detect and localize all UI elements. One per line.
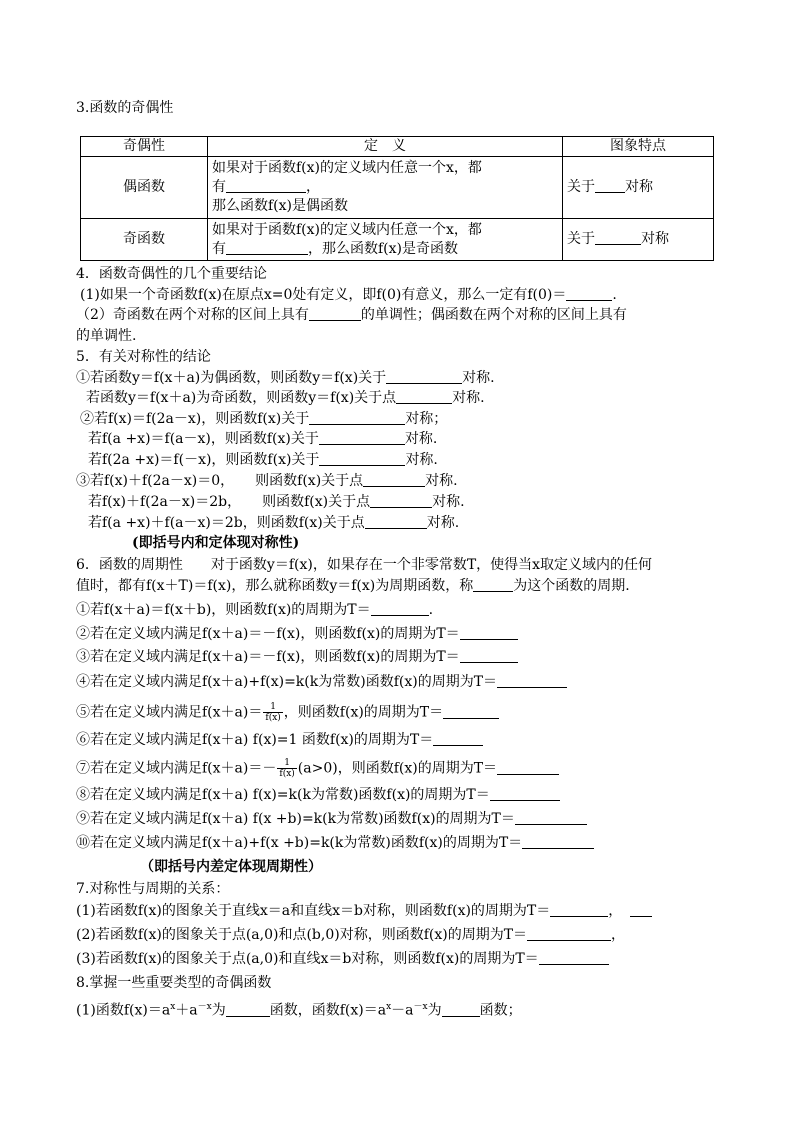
s5-b2-end: 对称. <box>404 431 438 447</box>
s5-c1-blank[interactable] <box>363 472 425 487</box>
even-feature-suffix: 对称 <box>625 179 653 195</box>
s6-item-8 <box>76 786 560 804</box>
s6-item-3 <box>76 648 518 666</box>
odd-def-blank[interactable] <box>226 240 308 255</box>
s5-c3-text: 若f(a +x)＋f(a－x)＝2b，则函数f(x)关于点 <box>88 515 365 531</box>
even-feature-cell <box>563 157 714 219</box>
even-def-blank[interactable] <box>226 178 306 193</box>
s5-c3-end: 对称. <box>426 515 460 531</box>
section-3-title: 3.函数的奇偶性 <box>76 100 174 116</box>
odd-def-suffix: ，那么函数f(x)是奇函数 <box>308 240 459 257</box>
s5-c2-end: 对称. <box>432 494 465 510</box>
s7-l3-text: (3)若函数f(x)的图象关于点(a,0)和直线x＝b对称，则函数f(x)的周期为T＝ <box>76 951 539 967</box>
s5-a2 <box>86 389 485 407</box>
s6-i5-blank[interactable] <box>443 704 499 719</box>
s5-b3-blank[interactable] <box>319 451 405 466</box>
s5-c1-text: ③若f(x)＋f(2a－x)＝0， 则函数f(x)关于点 <box>76 473 364 489</box>
even-definition-cell <box>208 157 563 219</box>
s6-item-2 <box>76 625 518 643</box>
s7-item-3 <box>76 950 609 968</box>
odd-feature-cell <box>563 219 714 261</box>
s5-a2-text: 若函数y＝f(x＋a)为奇函数，则函数y＝f(x)关于点 <box>86 390 397 406</box>
s6-intro-2-text: 值时，都有f(x＋T)＝f(x)，那么就称函数y＝f(x)为周期函数，称 <box>76 578 474 594</box>
s6-i8-blank[interactable] <box>490 786 560 801</box>
s6-intro-1: 6．函数的周期性 对于函数y＝f(x)，如果存在一个非零常数T，使得当x取定义域内的任何 <box>76 557 653 573</box>
s6-i7-numerator: 1 <box>277 758 296 769</box>
header-definition: 定 义 <box>208 137 563 157</box>
s6-i5-fraction <box>263 702 282 723</box>
s6-item-10 <box>76 834 594 852</box>
s6-i9-blank[interactable] <box>515 810 587 825</box>
s7-l1-blank-1[interactable] <box>550 902 608 917</box>
odd-def-line2 <box>212 240 558 259</box>
s6-i2-text: ②若在定义域内满足f(x＋a)＝－f(x)，则函数f(x)的周期为T＝ <box>76 626 460 642</box>
s8-l1-b: ＋a <box>175 1002 198 1019</box>
s6-intro-2-end: 为这个函数的周期. <box>513 578 630 594</box>
header-parity: 奇偶性 <box>81 137 208 157</box>
s5-b1-blank[interactable] <box>309 410 405 425</box>
section-4-item-2 <box>76 306 627 324</box>
s8-l1-c: 为 <box>211 1002 226 1019</box>
s7-item-2 <box>76 926 625 944</box>
s6-note: （即括号内差定体现周期性） <box>140 859 322 875</box>
odd-feature-prefix: 关于 <box>567 231 595 247</box>
s7-l2-text: (2)若函数f(x)的图象关于点(a,0)和点(b,0)对称，则函数f(x)的周期为T＝ <box>76 927 528 943</box>
s5-b1-end: 对称； <box>405 411 448 427</box>
s5-b2-text: 若f(a +x)＝f(a－x)，则函数f(x)关于 <box>88 431 319 447</box>
s4-l1-blank[interactable] <box>566 286 612 301</box>
s5-b3 <box>88 451 438 469</box>
s5-c2 <box>88 493 465 511</box>
s4-l2-text: （2）奇函数在两个对称的区间上具有 <box>76 307 309 323</box>
section-7-title: 7.对称性与周期的关系： <box>76 881 230 897</box>
s6-item-9 <box>76 810 587 828</box>
s5-c3-blank[interactable] <box>365 514 427 529</box>
s6-i5-numerator: 1 <box>263 702 282 713</box>
s8-l1-d: 函数，函数f(x)＝a <box>269 1002 387 1019</box>
table-row <box>81 157 714 219</box>
s5-c2-blank[interactable] <box>370 493 432 508</box>
s5-note: (即括号内和定体现对称性) <box>132 535 300 551</box>
s4-l2-blank[interactable] <box>309 306 361 321</box>
odd-feature-blank[interactable] <box>595 230 641 245</box>
section-4-item-1 <box>80 286 617 304</box>
s6-i4-text: ④若在定义域内满足f(x＋a)+f(x)=k(k为常数)函数f(x)的周期为T＝ <box>76 674 498 690</box>
s6-i3-blank[interactable] <box>460 648 518 663</box>
s5-a1 <box>76 369 495 387</box>
s5-a2-blank[interactable] <box>396 389 452 404</box>
table-row <box>81 219 714 261</box>
s5-b1 <box>80 410 447 428</box>
s6-i6-blank[interactable] <box>433 731 483 746</box>
s8-l1-sup2: －x <box>197 1002 212 1012</box>
s5-c2-text: 若f(x)＋f(2a－x)＝2b， 则函数f(x)关于点 <box>88 494 371 510</box>
s7-l3-blank[interactable] <box>539 950 609 965</box>
s5-a2-end: 对称. <box>452 390 485 406</box>
s5-c1 <box>76 472 458 490</box>
even-feature-blank[interactable] <box>595 178 625 193</box>
s6-i5-text2: ，则函数f(x)的周期为T＝ <box>283 704 444 721</box>
s5-a1-text: ①若函数y＝f(x＋a)为偶函数，则函数y＝f(x)关于 <box>76 370 387 386</box>
s4-l2-text2: 的单调性；偶函数在两个对称的区间上具有 <box>360 307 627 323</box>
s6-i10-text: ⑩若在定义域内满足f(x＋a)+f(x +b)=k(k为常数)函数f(x)的周期为T＝ <box>76 835 523 851</box>
s5-a1-end: 对称. <box>462 370 495 386</box>
s6-i9-text: ⑨若在定义域内满足f(x＋a) f(x +b)=k(k为常数)函数f(x)的周期为T＝ <box>76 811 515 827</box>
s6-item-4 <box>76 673 567 691</box>
s4-l1-text: (1)如果一个奇函数f(x)在原点x=0处有定义，即f(0)有意义，那么一定有f(0)＝ <box>80 287 567 303</box>
s5-b2 <box>88 430 437 448</box>
section-5-title: 5．有关对称性的结论 <box>76 349 211 365</box>
s5-b1-text: ②若f(x)＝f(2a－x)，则函数f(x)关于 <box>80 411 310 427</box>
s5-b2-blank[interactable] <box>319 430 405 445</box>
s5-c3 <box>88 514 459 532</box>
s6-item-5 <box>76 702 499 723</box>
s7-l2-blank[interactable] <box>527 926 611 941</box>
section-4-title: 4．函数奇偶性的几个重要结论 <box>76 266 267 282</box>
odd-feature-suffix: 对称 <box>641 231 669 247</box>
s4-l1-end: . <box>612 287 617 303</box>
s8-l1-f: 为 <box>427 1002 442 1019</box>
s6-i4-blank[interactable] <box>497 673 567 688</box>
s7-item-1 <box>76 902 652 920</box>
s8-l1-sup1: x <box>170 1002 176 1012</box>
s6-i7-fraction <box>277 758 296 779</box>
s6-i10-blank[interactable] <box>522 834 594 849</box>
s6-i5-text: ⑤若在定义域内满足f(x＋a)＝ <box>76 704 263 721</box>
s6-item-6 <box>76 731 483 749</box>
parity-table <box>80 136 714 261</box>
s6-i7-text2: (a>0)，则函数f(x)的周期为T＝ <box>297 760 498 777</box>
s6-i5-denominator: f(x) <box>265 713 281 723</box>
even-feature-prefix: 关于 <box>567 179 595 195</box>
s6-i6-text: ⑥若在定义域内满足f(x＋a) f(x)=1 函数f(x)的周期为T＝ <box>76 732 434 748</box>
s7-l2-end: ， <box>611 927 626 943</box>
odd-function-cell: 奇函数 <box>81 219 208 261</box>
s7-l1-mid: ， <box>608 903 623 919</box>
s6-intro-blank[interactable] <box>473 577 513 592</box>
table-header-row <box>81 137 714 157</box>
s6-i1-blank[interactable] <box>371 601 429 616</box>
s8-l1-sup4: －x <box>413 1002 428 1012</box>
s7-l1-text: (1)若函数f(x)的图象关于直线x＝a和直线x＝b对称，则函数f(x)的周期为T＝ <box>76 903 551 919</box>
odd-definition-cell <box>208 219 563 261</box>
header-graph-feature: 图象特点 <box>563 137 714 157</box>
section-4-item-2-cont: 的单调性. <box>76 328 137 344</box>
s6-i8-text: ⑧若在定义域内满足f(x＋a) f(x)=k(k为常数)函数f(x)的周期为T＝ <box>76 787 490 803</box>
s6-i1-end: . <box>428 602 434 618</box>
s5-b3-end: 对称. <box>405 452 438 468</box>
section-8-title: 8.掌握一些重要类型的奇偶函数 <box>76 975 272 991</box>
s8-l1-e: －a <box>391 1002 414 1019</box>
even-def-prefix: 有 <box>212 179 226 195</box>
s7-l1-blank-2[interactable] <box>630 902 652 917</box>
s5-b3-text: 若f(2a +x)＝f(－x)，则函数f(x)关于 <box>88 452 320 468</box>
s5-a1-blank[interactable] <box>386 369 462 384</box>
s6-i7-blank[interactable] <box>497 760 559 775</box>
odd-def-prefix: 有 <box>212 240 226 257</box>
s8-item-1 <box>76 998 522 1020</box>
s6-i1-text: ①若f(x＋a)＝f(x＋b)，则函数f(x)的周期为T＝ <box>76 602 371 618</box>
s6-i2-blank[interactable] <box>460 625 518 640</box>
even-def-line1: 如果对于函数f(x)的定义域内任意一个x，都 <box>212 160 482 176</box>
s8-l1-blank-1[interactable] <box>226 1002 270 1017</box>
s8-l1-blank-2[interactable] <box>442 1002 480 1017</box>
s6-i3-text: ③若在定义域内满足f(x＋a)＝－f(x)，则函数f(x)的周期为T＝ <box>76 649 460 665</box>
even-function-cell: 偶函数 <box>81 157 208 219</box>
s6-item-7 <box>76 758 559 779</box>
s6-i7-denominator: f(x) <box>279 769 295 779</box>
s6-intro-2 <box>76 577 630 595</box>
s6-item-1 <box>76 601 433 619</box>
odd-def-line1: 如果对于函数f(x)的定义域内任意一个x，都 <box>212 221 482 238</box>
s8-l1-g: 函数； <box>479 1002 522 1019</box>
even-def-line2: 有 ， <box>212 179 320 195</box>
s5-c1-end: 对称. <box>425 473 458 489</box>
even-def-line3: 那么函数f(x)是偶函数 <box>212 198 349 214</box>
s6-i7-text: ⑦若在定义域内满足f(x＋a)＝－ <box>76 760 277 777</box>
s8-l1-sup3: x <box>386 1002 392 1012</box>
s8-l1-a: (1)函数f(x)＝a <box>76 1002 171 1019</box>
